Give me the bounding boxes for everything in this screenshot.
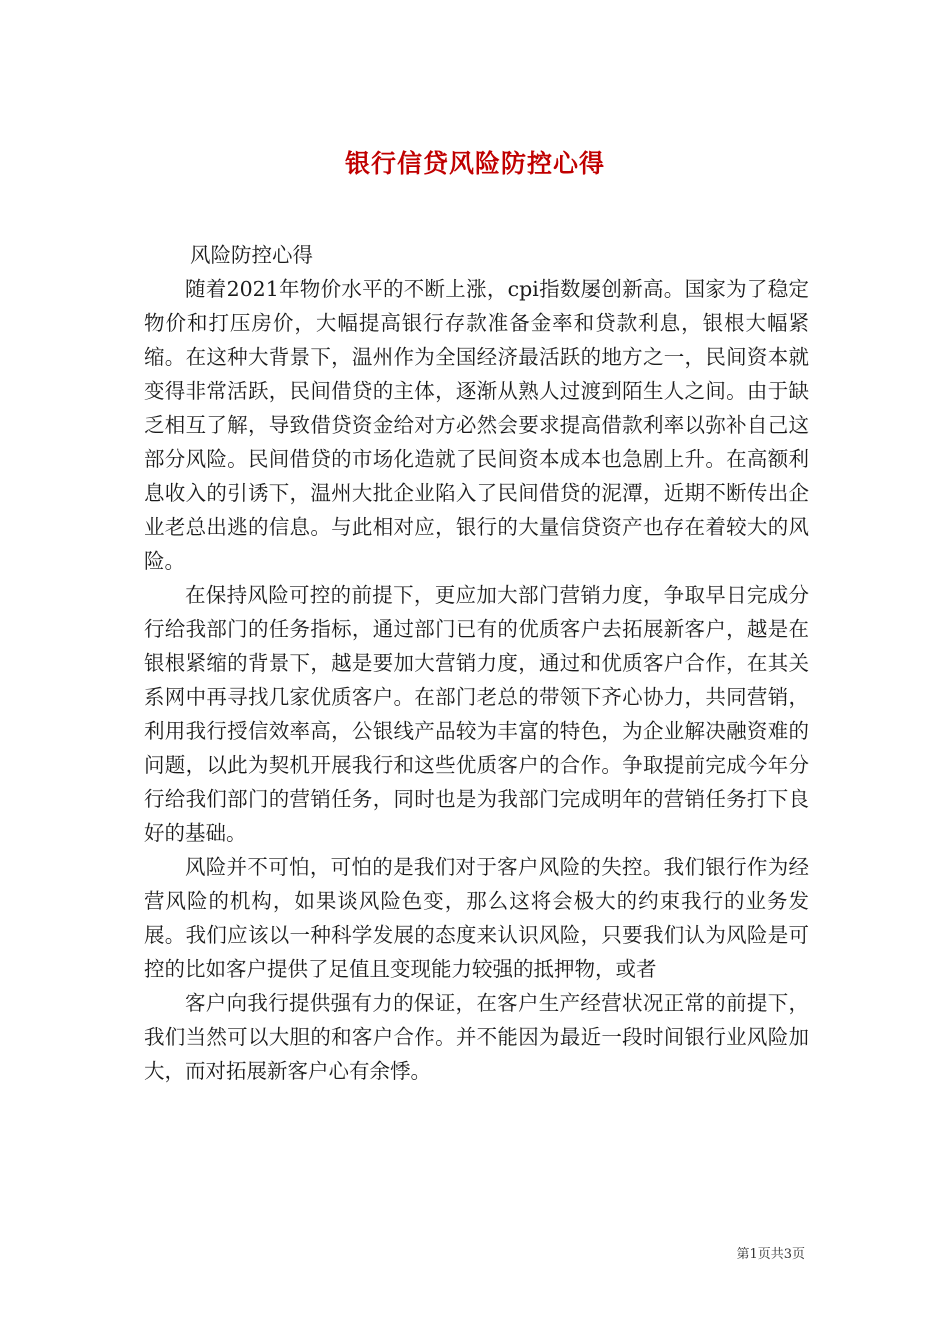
paragraph-2: 在保持风险可控的前提下，更应加大部门营销力度，争取早日完成分行给我部门的任务指标，通过部门已有的优质客户去拓展新客户，越是在银根紧缩的背景下，越是要加大营销力度，通过和优质客户合作，在其关系网中再寻找几家优质客户。在部门老总的带领下齐心协力，共同营销，利用我行授信效率高，公银线产品较为丰富的特色，为企业解决融资难的问题，以此为契机开展我行和这些优质客户的合作。争取提前完成今年分行给我们部门的营销任务，同时也是为我部门完成明年的营销任务打下良好的基础。 [144,583,809,845]
document-body [144,238,809,1088]
page-number: 第1页共3页 [736,1247,805,1262]
document-title: 银行信贷风险防控心得 [344,148,605,178]
paragraph-4: 客户向我行提供强有力的保证，在客户生产经营状况正常的前提下，我们当然可以大胆的和客户合作。并不能因为最近一段时间银行业风险加大，而对拓展新客户心有余悸。 [144,991,809,1083]
section-subheading: 风险防控心得 [190,243,313,267]
paragraph-1: 随着2021年物价水平的不断上涨，cpi指数屡创新高。国家为了稳定物价和打压房价，大幅提高银行存款准备金率和贷款利息，银根大幅紧缩。在这种大背景下，温州作为全国经济最活跃的地方之一，民间资本就变得非常活跃，民间借贷的主体，逐渐从熟人过渡到陌生人之间。由于缺乏相互了解，导致借贷资金给对方必然会要求提高借款利率以弥补自己这部分风险。民间借贷的市场化造就了民间资本成本也急剧上升。在高额利息收入的引诱下，温州大批企业陷入了民间借贷的泥潭，近期不断传出企业老总出逃的信息。与此相对应，银行的大量信贷资产也存在着较大的风险。 [144,277,809,573]
paragraph-3: 风险并不可怕，可怕的是我们对于客户风险的失控。我们银行作为经营风险的机构，如果谈风险色变，那么这将会极大的约束我行的业务发展。我们应该以一种科学发展的态度来认识风险，只要我们认为风险是可控的比如客户提供了足值且变现能力较强的抵押物，或者 [144,855,809,981]
